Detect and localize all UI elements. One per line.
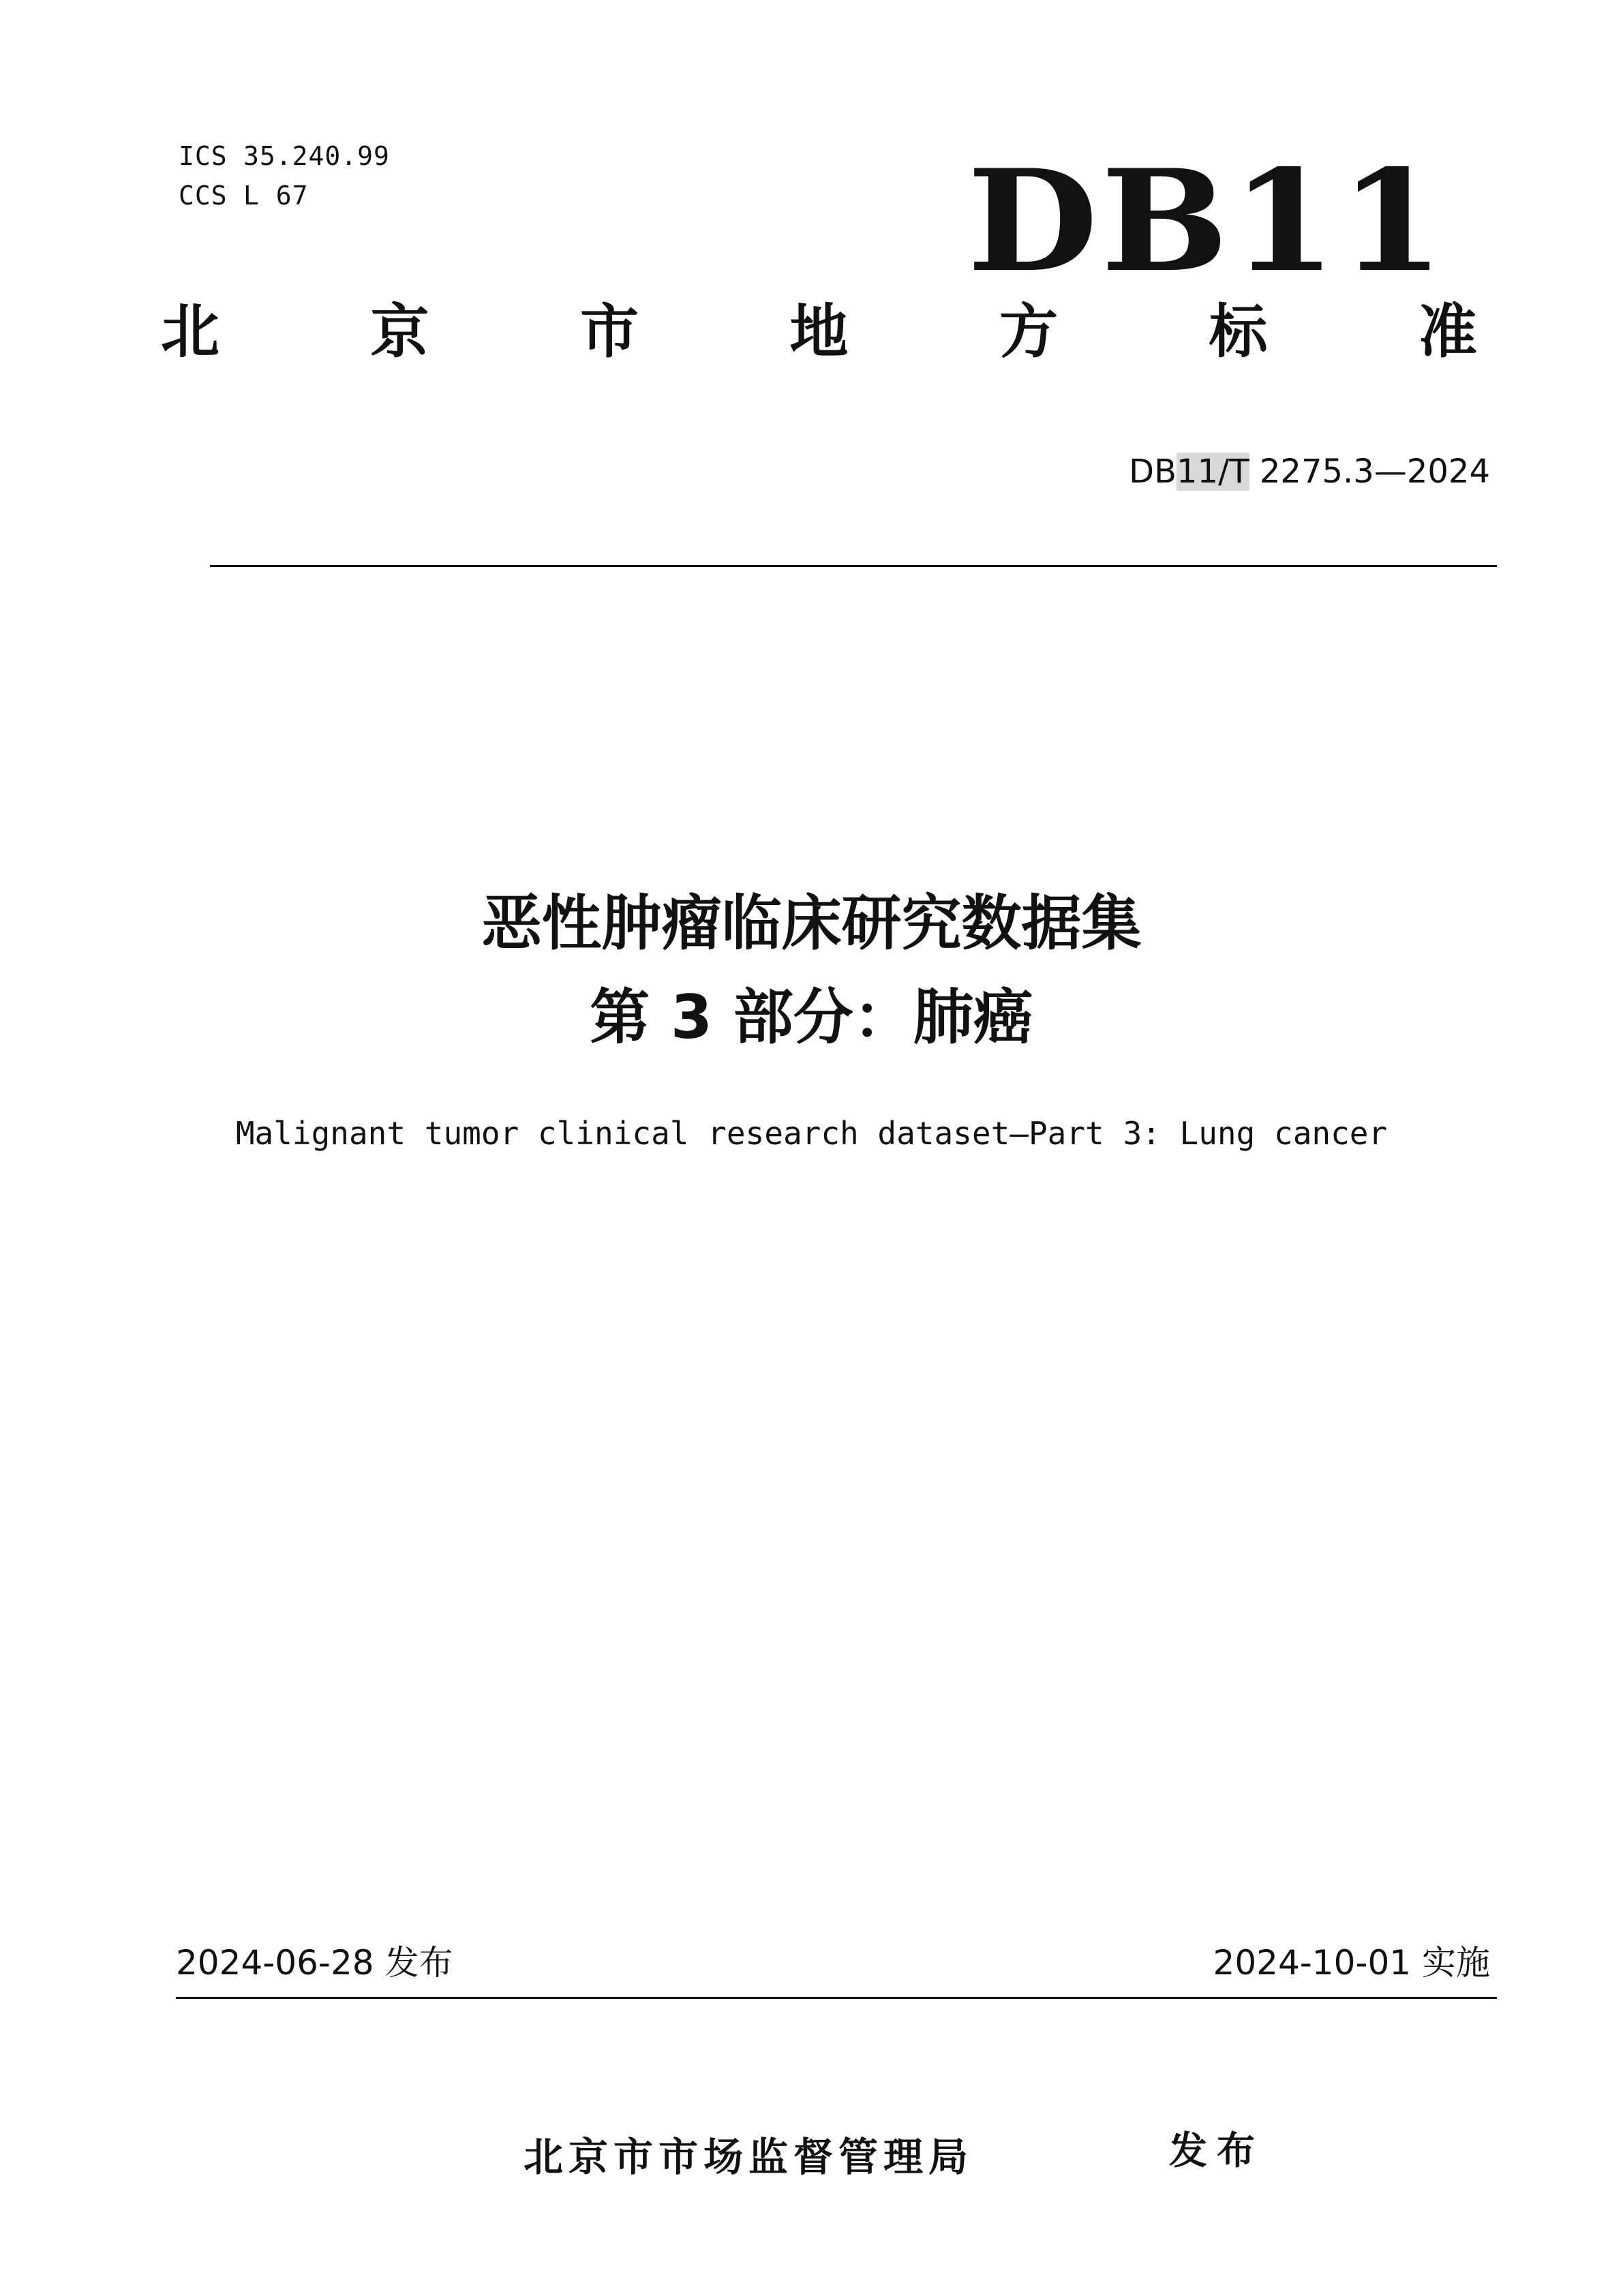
issuer-name: 北京市市场监督管理局 — [524, 2134, 974, 2180]
title-cn-line2: 第 3 部分：肺癌 — [590, 982, 1033, 1052]
issue-date: 2024-06-28 发布 — [176, 1943, 453, 1983]
standard-type-char: 准 — [1419, 298, 1477, 366]
standard-number-prefix: DB — [1129, 453, 1177, 491]
title-cn-line1: 恶性肿瘤临床研究数据集 — [481, 888, 1142, 958]
standard-number-suffix: 2275.3—2024 — [1249, 453, 1490, 491]
ics-value: 35.240.99 — [243, 141, 390, 171]
classification-codes — [179, 136, 390, 215]
db-standard-mark: DB11 — [967, 140, 1447, 303]
standard-type-char: 标 — [1209, 298, 1268, 366]
title-en: Malignant tumor clinical research dataset—Part 3: Lung cancer — [235, 1115, 1388, 1152]
standard-type-char: 北 — [161, 298, 219, 366]
standard-type-char: 方 — [999, 298, 1058, 366]
ccs-label: CCS — [179, 181, 228, 211]
standard-number-highlight: 11/T — [1177, 453, 1249, 491]
ics-code-row — [179, 136, 390, 176]
top-divider — [210, 565, 1497, 567]
ccs-value: L 67 — [243, 181, 309, 211]
standard-type-char: 京 — [370, 298, 429, 366]
issuer-action: 发布 — [1169, 2129, 1264, 2173]
standard-type-heading — [161, 294, 1477, 369]
implementation-date: 2024-10-01 实施 — [1213, 1943, 1490, 1983]
ccs-code-row — [179, 176, 390, 215]
ics-label: ICS — [179, 141, 228, 171]
bottom-divider — [176, 1997, 1497, 1999]
standard-type-char: 市 — [580, 298, 639, 366]
standard-number — [1129, 450, 1490, 493]
standard-type-char: 地 — [789, 298, 849, 366]
